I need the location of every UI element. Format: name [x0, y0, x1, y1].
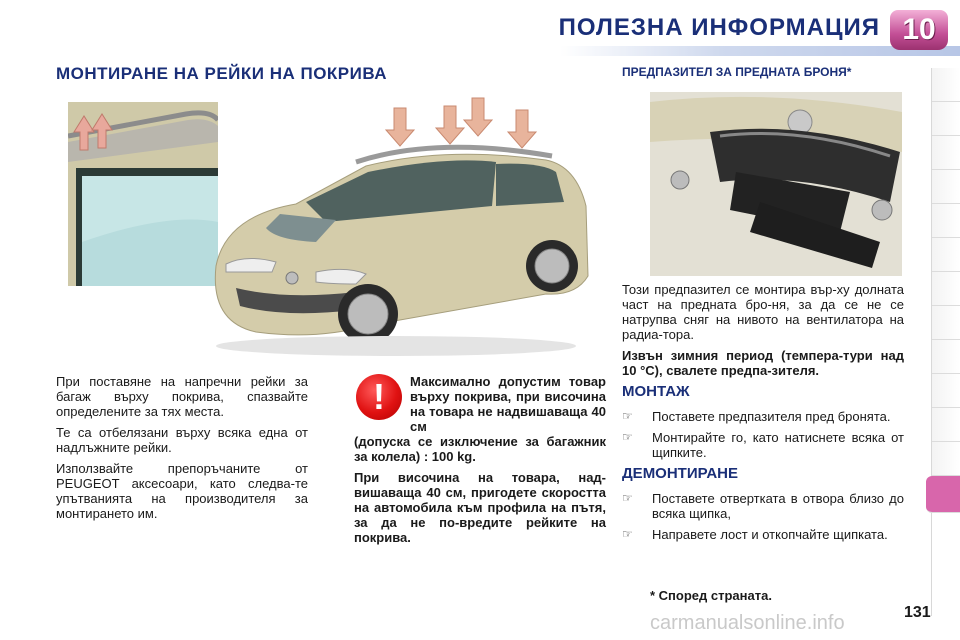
chapter-tab[interactable]: [932, 170, 960, 204]
pointing-hand-icon: ☞: [622, 409, 633, 423]
load-warning: [354, 374, 606, 551]
list-item: [622, 491, 904, 521]
chapter-tab[interactable]: [932, 68, 960, 102]
winter-note: Извън зимния период (темпера-тури над 10 °C), свалете предпа-зителя.: [622, 348, 904, 378]
warning-lead-tail: (допуска се изключение за багажник за колела) : 100 kg.: [354, 434, 606, 464]
warning-lead: Максимално допустим товар върху покрива, при височина на товара не надвишаваща 40 см: [410, 374, 606, 434]
dismount-heading: ДЕМОНТИРАНЕ: [622, 465, 738, 482]
chapter-tab[interactable]: [932, 340, 960, 374]
dismount-step: Направете лост и откопчайте щипката.: [652, 527, 888, 542]
chapter-tab[interactable]: [932, 238, 960, 272]
warning-second: При височина на товара, над-вишаваща 40 см, пригодете скоростта на автомобила към профила на пътя, за да не по-вредите рейките на покрива.: [354, 470, 606, 545]
bumper-guard-image: [650, 92, 902, 276]
paragraph: Те са отбелязани върху всяка една от надлъжните рейки.: [56, 425, 308, 455]
mount-step: Монтирайте го, като натиснете всяка от щипките.: [652, 430, 904, 460]
pointing-hand-icon: ☞: [622, 491, 633, 505]
watermark: carmanualsonline.info: [650, 612, 845, 634]
mount-step: Поставете предпазителя пред бронята.: [652, 409, 891, 424]
chapter-tab[interactable]: [932, 408, 960, 442]
pointing-hand-icon: ☞: [622, 527, 633, 541]
pointing-hand-icon: ☞: [622, 430, 633, 444]
dismount-step: Поставете отвертката в отвора близо до всяка щипка,: [652, 491, 904, 521]
chapter-tab[interactable]: [932, 272, 960, 306]
car-roof-bars-image: [196, 96, 616, 362]
guard-intro: Този предпазител се монтира вър-ху долната част на предната бро-ня, за да се не се натрупва сняг на нивото на вентилатора на радиа-тора.: [622, 282, 904, 342]
section-title-bumper-guard: ПРЕДПАЗИТЕЛ ЗА ПРЕДНАТА БРОНЯ*: [622, 65, 852, 79]
section-title-roof-bars: МОНТИРАНЕ НА РЕЙКИ НА ПОКРИВА: [56, 64, 388, 83]
list-item: [622, 527, 904, 542]
page-number: 131: [904, 604, 931, 621]
chapter-tab[interactable]: [932, 204, 960, 238]
chapter-tab[interactable]: [932, 442, 960, 476]
list-item: [622, 430, 904, 460]
bumper-guard-instructions: [622, 282, 904, 548]
chapter-tab[interactable]: [932, 102, 960, 136]
chapter-tab[interactable]: [932, 306, 960, 340]
roof-bars-instructions: [56, 374, 308, 527]
mount-heading: МОНТАЖ: [622, 383, 690, 400]
paragraph: Използвайте препоръчаните от PEUGEOT аксесоари, като следва-те упътванията на производителя за монтирането им.: [56, 461, 308, 521]
chapter-tabs: [931, 68, 960, 616]
page-title: ПОЛЕЗНА ИНФОРМАЦИЯ: [558, 14, 880, 41]
exclamation-circle-icon: !: [356, 374, 402, 420]
list-item: [622, 409, 904, 424]
chapter-badge: 10: [890, 10, 948, 50]
chapter-tab[interactable]: [932, 374, 960, 408]
chapter-tab-active[interactable]: [926, 476, 960, 513]
footnote: * Според страната.: [650, 588, 772, 603]
paragraph: При поставяне на напречни рейки за багаж върху покрива, спазвайте определените за тях места.: [56, 374, 308, 419]
chapter-tab[interactable]: [932, 136, 960, 170]
